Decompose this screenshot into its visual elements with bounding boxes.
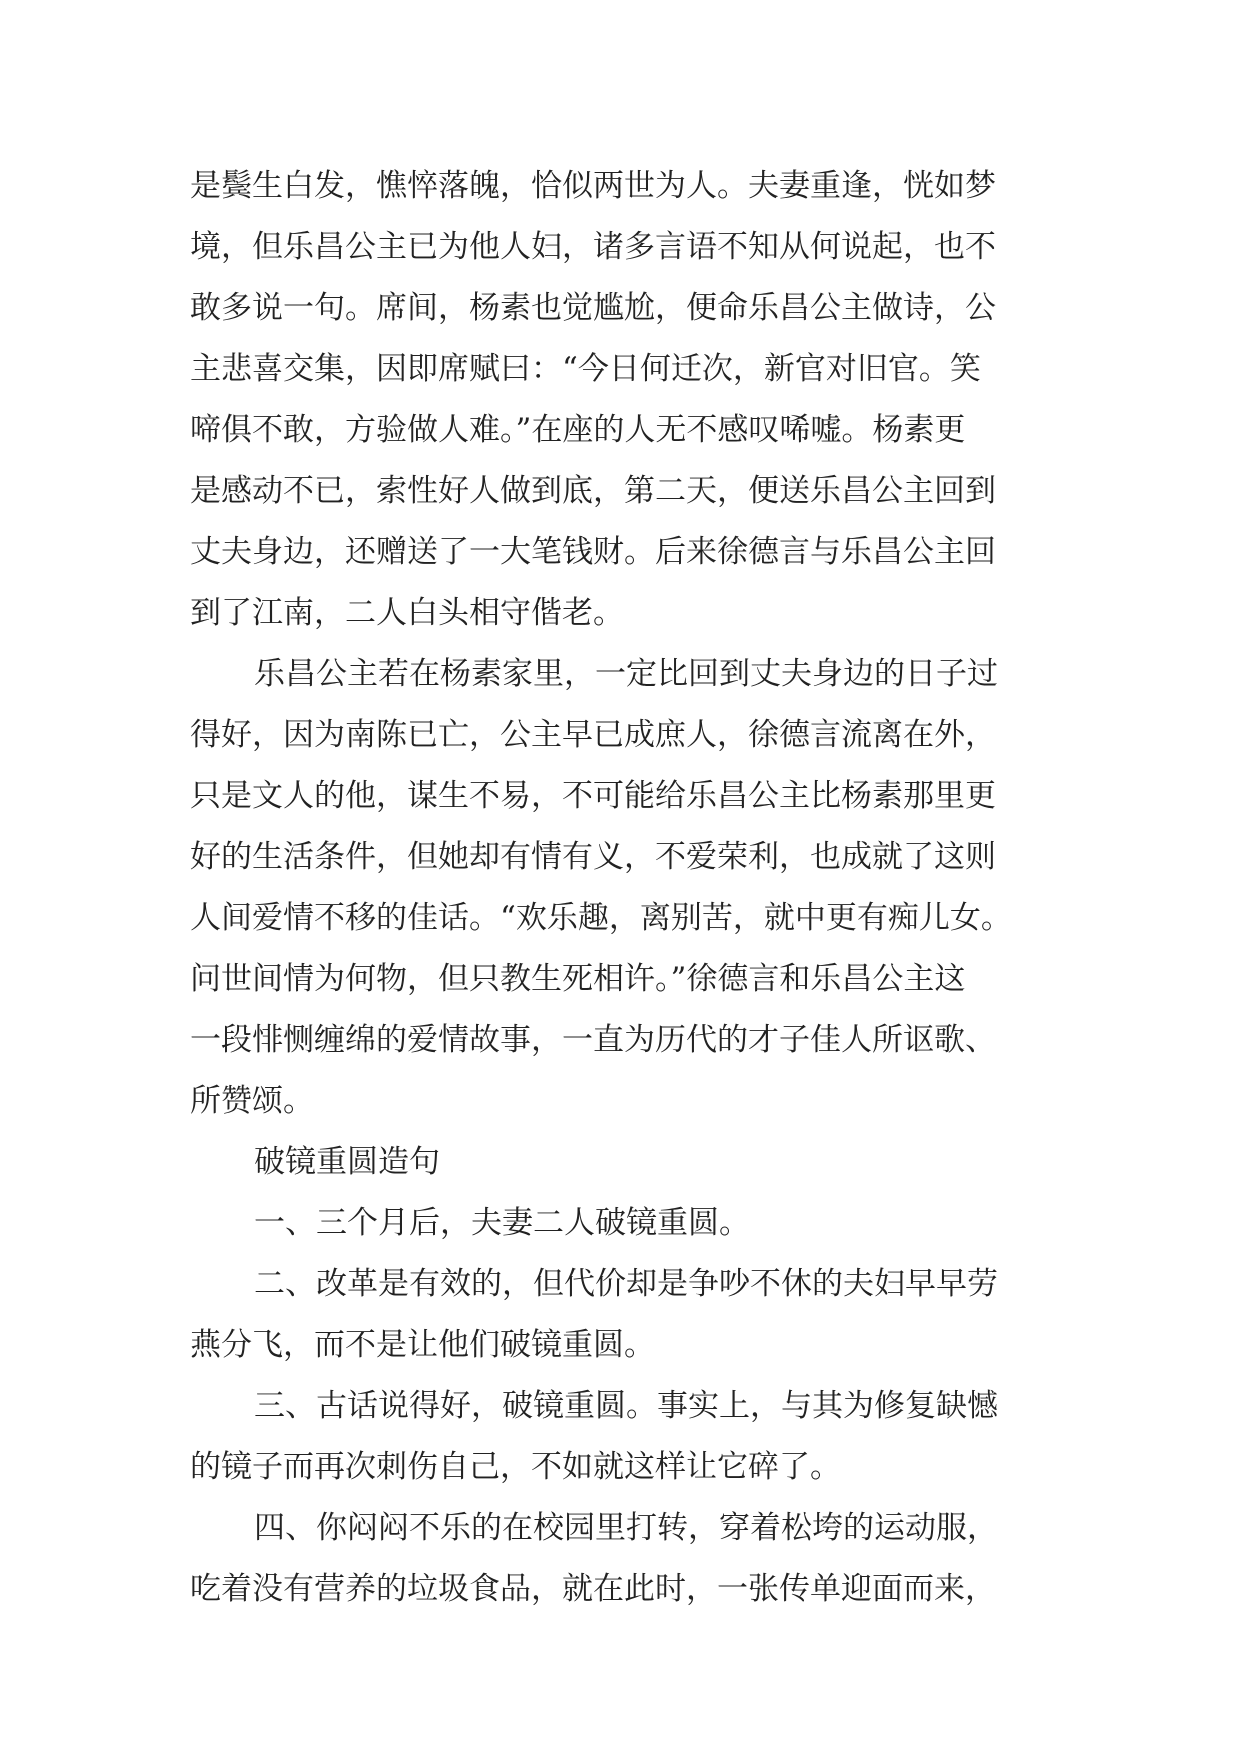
text-line: 所赞颂。 xyxy=(190,1083,314,1119)
section-heading-sentences xyxy=(190,1132,1070,1193)
example-sentence-3 xyxy=(190,1376,1070,1498)
text-line: 主悲喜交集，因即席赋曰：“今日何迁次，新官对旧官。笑 xyxy=(190,351,981,387)
text-line: 丈夫身边，还赠送了一大笔钱财。后来徐德言与乐昌公主回 xyxy=(190,534,996,570)
text-line: 四、你闷闷不乐的在校园里打转，穿着松垮的运动服， xyxy=(254,1510,998,1546)
text-line: 敢多说一句。席间，杨素也觉尴尬，便命乐昌公主做诗，公 xyxy=(190,290,996,326)
text-line: 燕分飞，而不是让他们破镜重圆。 xyxy=(190,1327,655,1363)
text-line: 啼俱不敢，方验做人难。”在座的人无不感叹唏嘘。杨素更 xyxy=(190,412,966,448)
text-line: 人间爱情不移的佳话。“欢乐趣，离别苦，就中更有痴儿女。 xyxy=(190,900,1012,936)
text-line: 一段悱恻缠绵的爱情故事，一直为历代的才子佳人所讴歌、 xyxy=(190,1022,996,1058)
example-sentence-1 xyxy=(190,1193,1070,1254)
text-line: 好的生活条件，但她却有情有义，不爱荣利，也成就了这则 xyxy=(190,839,996,875)
text-line: 问世间情为何物，但只教生死相许。”徐德言和乐昌公主这 xyxy=(190,961,966,997)
text-line: 一、三个月后，夫妻二人破镜重圆。 xyxy=(254,1205,750,1241)
paragraph-commentary xyxy=(190,644,1070,1132)
text-line: 得好，因为南陈已亡，公主早已成庶人，徐德言流离在外， xyxy=(190,717,996,753)
paragraph-story-ending xyxy=(190,156,1070,644)
text-line: 境，但乐昌公主已为他人妇，诸多言语不知从何说起，也不 xyxy=(190,229,996,265)
document-body xyxy=(190,156,1070,1620)
text-line: 破镜重圆造句 xyxy=(254,1144,440,1180)
example-sentence-4 xyxy=(190,1498,1070,1620)
text-line: 是鬓生白发，憔悴落魄，恰似两世为人。夫妻重逢，恍如梦 xyxy=(190,168,996,204)
text-line: 只是文人的他，谋生不易，不可能给乐昌公主比杨素那里更 xyxy=(190,778,996,814)
example-sentence-2 xyxy=(190,1254,1070,1376)
text-line: 到了江南，二人白头相守偕老。 xyxy=(190,595,624,631)
text-line: 乐昌公主若在杨素家里，一定比回到丈夫身边的日子过 xyxy=(254,656,998,692)
text-line: 三、古话说得好，破镜重圆。事实上，与其为修复缺憾 xyxy=(254,1388,998,1424)
text-line: 吃着没有营养的垃圾食品，就在此时，一张传单迎面而来， xyxy=(190,1571,996,1607)
text-line: 二、改革是有效的，但代价却是争吵不休的夫妇早早劳 xyxy=(254,1266,998,1302)
text-line: 是感动不已，索性好人做到底，第二天，便送乐昌公主回到 xyxy=(190,473,996,509)
text-line: 的镜子而再次刺伤自己，不如就这样让它碎了。 xyxy=(190,1449,841,1485)
